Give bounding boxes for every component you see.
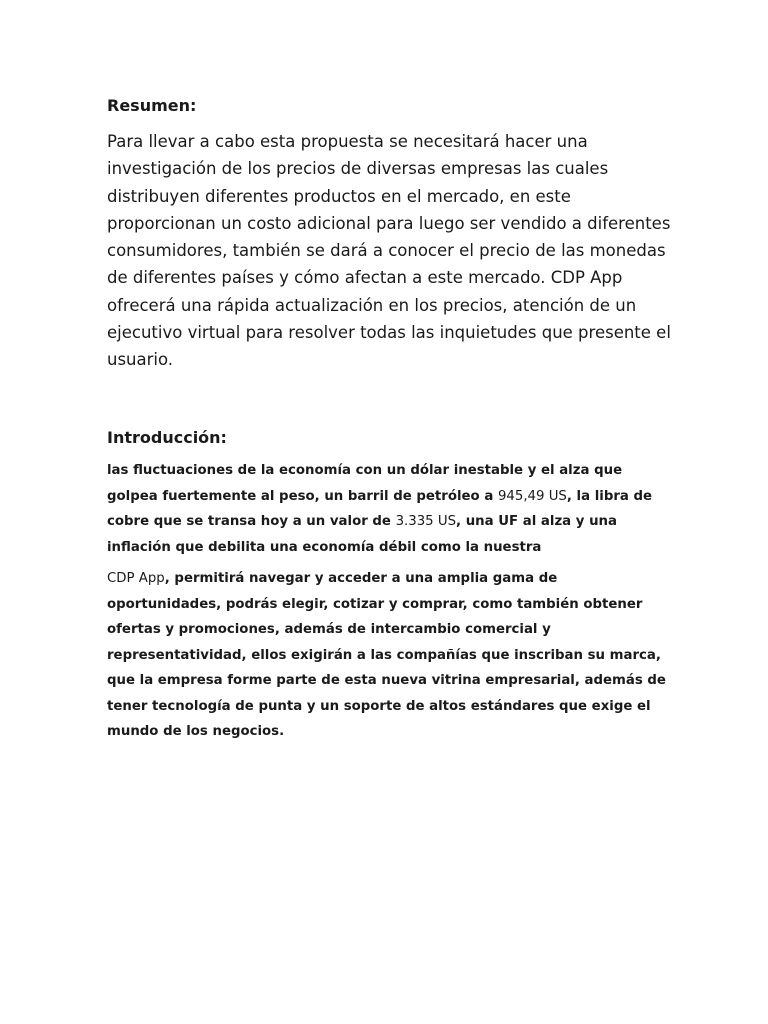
introduccion-heading: Introducción:: [107, 428, 227, 447]
oil-price-value: 945,49 US: [497, 488, 567, 504]
intro-p2-text: , permitirá navegar y acceder a una amplia gama de oportunidades, podrás elegir, cotizar y comprar, como también obtener ofertas y promociones, además de intercambio comercial y representatividad, ellos exigirán a las compañías que inscriban su marca, que la empresa forme parte de esta nueva vitrina empresarial, además de tener tecnología de punta y un soporte de altos estándares que exige el mundo de los negocios.: [107, 571, 666, 739]
resumen-heading: Resumen:: [107, 96, 197, 115]
resumen-paragraph: Para llevar a cabo esta propuesta se necesitará hacer una investigación de los precios de diversas empresas las cuales distribuyen diferentes productos en el mercado, en este proporcionan un costo adicional para luego ser vendido a diferentes consumidores, también se dará a conocer el precio de las monedas de diferentes países y cómo afectan a este mercado. CDP App ofrecerá una rápida actualización en los precios, atención de un ejecutivo virtual para resolver todas las inquietudes que presente el usuario.: [107, 132, 671, 370]
brand-name: CDP App: [107, 571, 165, 586]
introduccion-paragraph-2: [107, 566, 667, 745]
intro-p1-text-c: , una UF al alza y una inflación que debilita una economía débil como la nuestra: [107, 514, 617, 555]
copper-price-value: 3.335 US: [395, 514, 457, 529]
intro-p1-text-a: las fluctuaciones de la economía con un dólar inestable y el alza que golpea fuertemente al peso, un barril de petróleo a: [107, 463, 623, 504]
introduccion-paragraph-1: [107, 458, 667, 560]
intro-p1-text-b: , la libra de cobre que se transa hoy a un valor de: [107, 488, 653, 529]
